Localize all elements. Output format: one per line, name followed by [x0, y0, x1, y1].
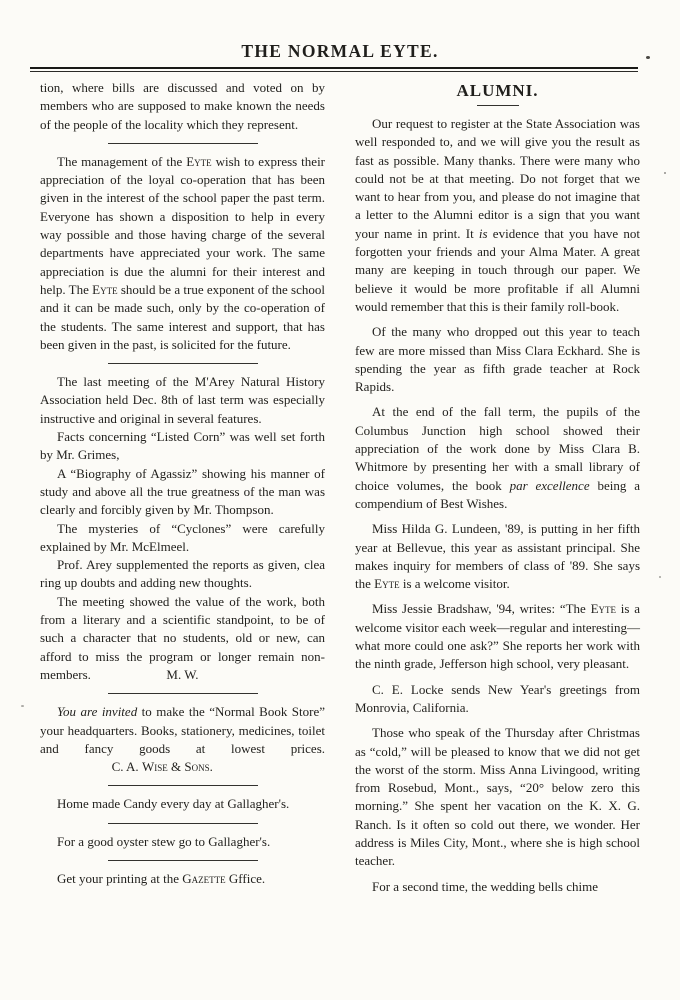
paragraph-biography: A “Biography of Agassiz” showing his manner of study and above all the true greatness of the man was clearly and forcibly given by Mr. Thompson.: [40, 465, 325, 518]
alumni-paragraph-3: At the end of the fall term, the pupils of the Columbus Junction high school showed their appreciation of the work done by Miss Clara B. Whitmore by presenting her with a small library of choice volumes, the book par excellence being a compendium of Best Wishes.: [355, 404, 640, 511]
right-column: [355, 79, 640, 896]
paragraph-meeting-value: [40, 593, 325, 684]
paragraph-last-meeting: The last meeting of the M'Arey Natural History Association held Dec. 8th of last term was especially instructive and original in several features.: [40, 374, 325, 426]
alumni-section-heading: ALUMNI.: [456, 81, 539, 100]
scan-speck: [659, 576, 661, 578]
scan-speck: [21, 705, 24, 707]
alumni-paragraph-6: C. E. Locke sends New Year's greetings from Monrovia, California.: [355, 681, 640, 715]
section-divider: [108, 363, 258, 364]
advertiser-signature: C. A. Wise & Sons.: [111, 759, 213, 775]
paragraph-prof-arey: Prof. Arey supplemented the reports as given, clea ring up doubts and adding new thoughts.: [40, 557, 325, 591]
masthead: [0, 0, 680, 60]
section-divider: [108, 823, 258, 824]
article-columns: [0, 72, 680, 896]
alumni-paragraph-5: Miss Jessie Bradshaw, '94, writes: “The Eyte is a welcome visitor each week—regular and interesting—what more could one ask?” She reports her work with the ninth grade, Jefferson high school, very pleasant.: [355, 601, 640, 672]
paragraph-bookstore-text: You are invited to make the “Normal Book Store” your headquarters. Books, stationery, medicines, toilet and fancy goods at lowest prices.: [40, 704, 326, 756]
paragraph-meeting-value-text: The meeting showed the value of the work, both from a literary and a scientific standpoint, to be of such a character that no students, old or new, can afford to miss the program or longer remain non-members.: [40, 593, 325, 682]
paragraph-cyclones: The mysteries of “Cyclones” were carefully explained by Mr. McElmeel.: [40, 520, 325, 554]
paragraph-continuation: tion, where bills are discussed and voted on by members who are supposed to make known the needs of the people of the locality which they represent.: [40, 80, 325, 132]
paragraph-bookstore-ad: [40, 703, 325, 776]
section-divider: [108, 143, 258, 144]
paragraph-candy-ad: Home made Candy every day at Gallagher's.: [57, 796, 290, 812]
section-divider: [108, 860, 258, 861]
section-divider: [108, 693, 258, 694]
author-initials: M. W.: [166, 666, 199, 682]
section-divider: [108, 785, 258, 786]
alumni-paragraph-2: Of the many who dropped out this year to teach few are more missed than Miss Clara Eckhard. She is spending the year as fifth grade teacher at Rock Rapids.: [355, 324, 640, 395]
paragraph-management: The management of the Eyte wish to express their appreciation of the loyal co-operation that has been given in the interest of the school paper the past term. Everyone has shown a disposition to help in every way possible and those having charge of the several departments have appreciated your work. The same appreciation is due the alumni for their interest and help. The Eyte should be a true exponent of the school and it can be made such, only by the co-operation of the students. The same interest and support, that has been given in the past, is solicited for the future.: [40, 153, 326, 352]
scan-speck: [664, 172, 666, 174]
alumni-paragraph-1: Our request to register at the State Association was well responded to, and we will give you the result as fast as possible. Many thanks. There were many who could not be at that meeting. Do not forget that we want to hear from you, and please do not imagine that a letter to the Alumni editor is a sign that you want your name in print. It is evidence that you have not forgotten your friends and your Alma Mater. A great many are keeping in touch through our paper. We believe it would be more profitable if all Alumni would remember that this is their family roll-book.: [355, 116, 641, 314]
alumni-paragraph-7: Those who speak of the Thursday after Christmas as “cold,” will be pleased to know that we did not get the worst of the storm. Miss Anna Livingood, writing from Rosebud, Mont., says, “20° below zero this morning.” She spent her vacation on the K. X. G. Ranch. Is it often so cold out there, we wonder. Her address is Miles City, Mont., where she is high school teacher.: [355, 725, 640, 869]
paragraph-facts: Facts concerning “Listed Corn” was well set forth by Mr. Grimes,: [40, 429, 325, 463]
scan-speck: [646, 56, 650, 59]
heading-divider: [477, 105, 519, 106]
left-column: [40, 79, 325, 896]
masthead-title: THE NORMAL EYTE.: [241, 41, 439, 61]
alumni-paragraph-8: For a second time, the wedding bells chime: [372, 878, 599, 894]
paragraph-oyster-ad: For a good oyster stew go to Gallagher's.: [57, 833, 271, 849]
alumni-paragraph-4: Miss Hilda G. Lundeen, '89, is putting in her fifth year at Bellevue, this year as assistant principal. She makes inquiry for members of class of '89. She says the Eyte is a welcome visitor.: [355, 521, 640, 592]
paragraph-printing-ad: Get your printing at the Gazette Gffice.: [57, 870, 266, 886]
